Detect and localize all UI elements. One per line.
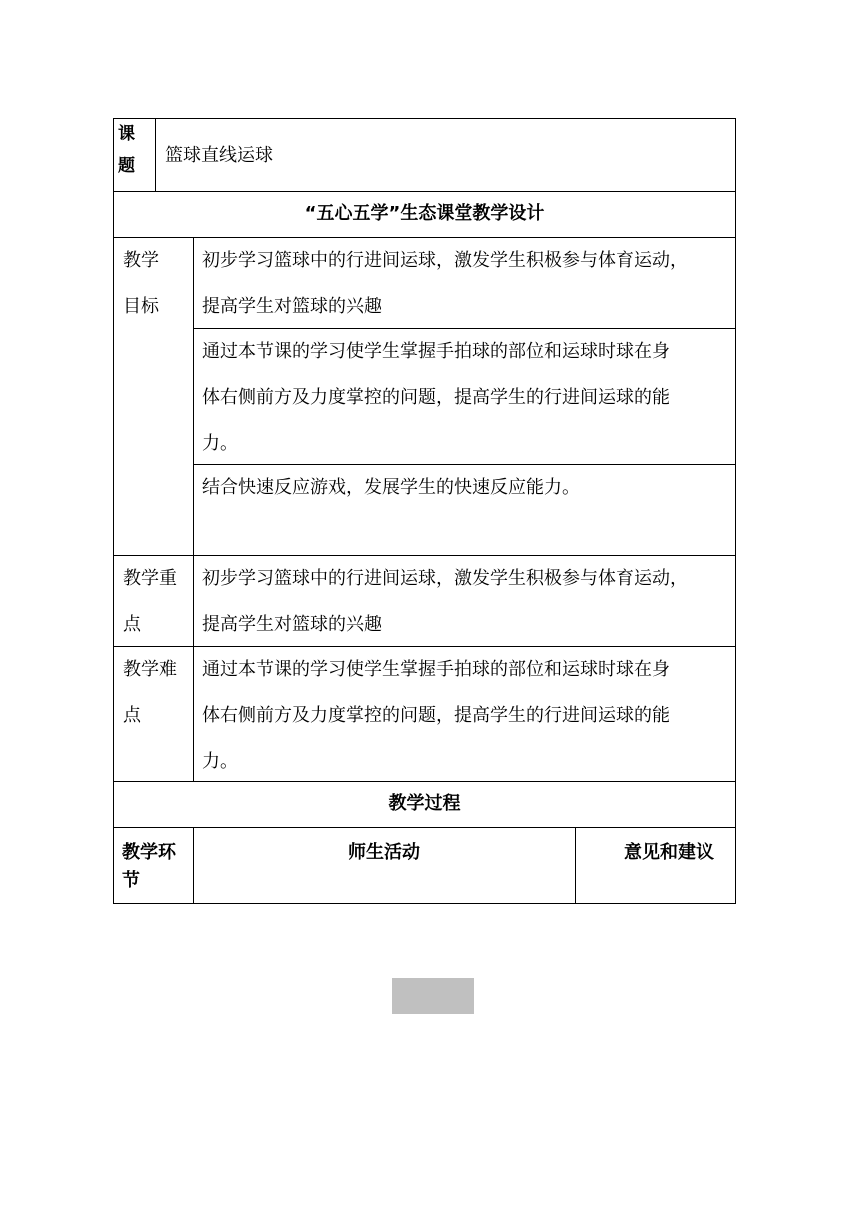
border-line [575,827,576,904]
text-line: 初步学习篮球中的行进间运球，激发学生积极参与体育运动， [202,568,688,589]
border-line [113,118,736,119]
text-line: 通过本节课的学习使学生掌握手拍球的部位和运球时球在身 [202,659,670,680]
border-line [113,903,736,904]
design-header: “五心五学”生态课堂教学设计 [304,203,545,224]
text-line: 力。 [202,751,238,772]
label-line: 教学环 [122,842,176,863]
key-points-text [202,556,688,648]
page-number-box [392,978,474,1014]
text-line: 提高学生对篮球的兴趣 [202,296,382,317]
border-line [113,827,736,828]
text-line: 通过本节课的学习使学生掌握手拍球的部位和运球时球在身 [202,341,670,362]
objectives-label [123,238,159,330]
objective-item-2 [202,329,670,467]
label-line: 课 [118,124,135,144]
label-line: 教学重 [123,568,177,589]
label-line: 目标 [123,296,159,317]
label-line: 节 [122,870,140,891]
column-suggestions: 意见和建议 [624,842,714,863]
text-line: 力。 [202,433,238,454]
text-line: 结合快速反应游戏，发展学生的快速反应能力。 [202,477,580,498]
difficulties-text [202,647,670,785]
key-points-label [123,556,177,648]
lesson-label [118,118,135,182]
column-activities: 师生活动 [348,842,420,863]
text-line: 体右侧前方及力度掌控的问题，提高学生的行进间运球的能 [202,705,670,726]
text-line: 初步学习篮球中的行进间运球，激发学生积极参与体育运动， [202,250,688,271]
text-line: 提高学生对篮球的兴趣 [202,614,382,635]
process-header: 教学过程 [388,793,461,814]
objective-item-3 [202,465,580,511]
label-line: 题 [118,156,135,176]
label-line: 点 [123,705,141,726]
objective-item-1 [202,238,688,330]
label-line: 教学难 [123,659,177,680]
border-line [155,118,156,192]
text-line: 体右侧前方及力度掌控的问题，提高学生的行进间运球的能 [202,387,670,408]
label-line: 教学 [123,250,159,271]
column-stage [122,839,176,895]
label-line: 点 [123,614,141,635]
lesson-title: 篮球直线运球 [165,145,273,166]
border-line [193,237,194,782]
difficulties-label [123,647,177,739]
